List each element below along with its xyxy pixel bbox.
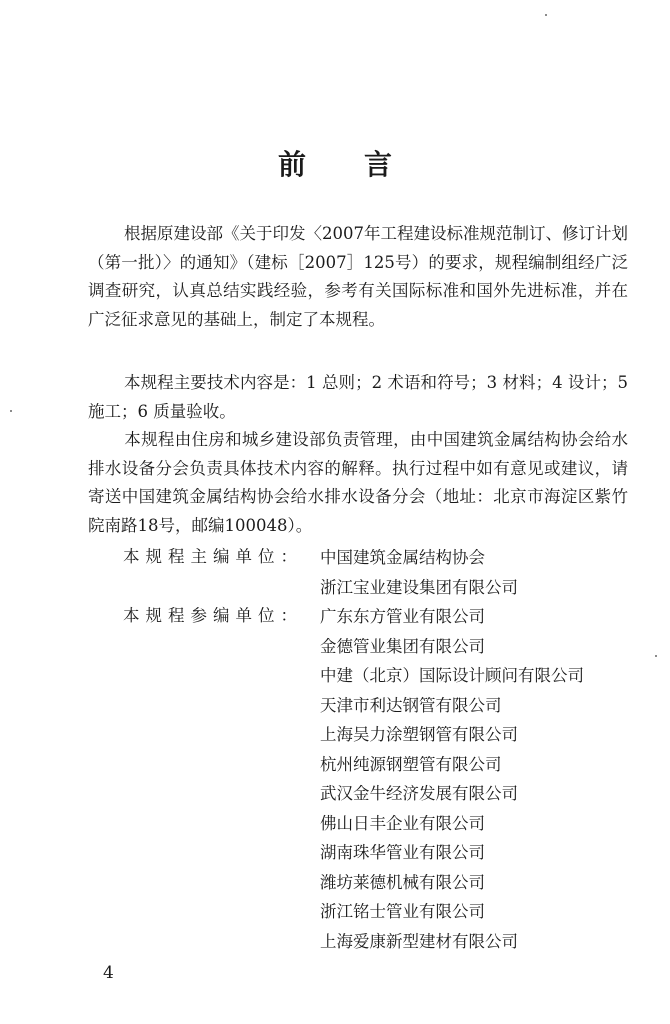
page-title <box>0 147 670 183</box>
participating-unit-item: 上海吴力涂塑钢管有限公司 <box>320 725 518 744</box>
preface-paragraph-1-text: 根据原建设部《关于印发〈2007年工程建设标准规范制订、修订计划（第一批）〉的通知》（建标［2007］125号）的要求，规程编制组经广泛调查研究，认真总结实践经验，参考有关国际标准和国外先进标准，并在广泛征求意见的基础上，制定了本规程。 <box>88 224 628 329</box>
participating-unit-item: 天津市利达钢管有限公司 <box>320 695 502 715</box>
chief-unit-item: 中国建筑金属结构协会 <box>320 548 485 567</box>
page-number: 4 <box>103 963 114 983</box>
participating-units-list <box>320 602 584 956</box>
participating-unit-item: 潍坊莱德机械有限公司 <box>320 872 485 892</box>
title-char-2: 言 <box>364 148 393 181</box>
participating-unit-item: 浙江铭士管业有限公司 <box>320 902 485 921</box>
chief-units-label: 本规程主编单位： <box>123 547 303 566</box>
participating-unit-item: 中建（北京）国际设计顾问有限公司 <box>320 666 584 685</box>
participating-unit-item: 湖南珠华管业有限公司 <box>320 843 485 862</box>
preface-paragraph-1 <box>88 220 628 334</box>
participating-unit-item: 武汉金牛经济发展有限公司 <box>320 784 518 803</box>
participating-unit-item: 佛山日丰企业有限公司 <box>320 813 485 833</box>
chief-unit-item: 浙江宝业建设集团有限公司 <box>320 577 518 597</box>
scan-speck <box>545 14 547 16</box>
scan-speck <box>10 410 12 412</box>
chief-units-list <box>320 543 518 602</box>
participating-unit-item: 上海爱康新型建材有限公司 <box>320 931 518 951</box>
participating-unit-item: 金德管业集团有限公司 <box>320 636 485 656</box>
participating-unit-item: 杭州纯源钢塑管有限公司 <box>320 754 502 774</box>
participating-units-label: 本规程参编单位： <box>123 606 303 625</box>
participating-unit-item: 广东东方管业有限公司 <box>320 607 485 626</box>
title-char-1: 前 <box>277 148 306 181</box>
scan-speck <box>655 655 657 657</box>
preface-paragraph-3-text: 本规程由住房和城乡建设部负责管理，由中国建筑金属结构协会给水排水设备分会负责具体技术内容的解释。执行过程中如有意见或建议，请寄送中国建筑金属结构协会给水排水设备分会（地址：北京市海淀区紫竹院南路18号，邮编100048）。 <box>88 430 628 535</box>
preface-paragraph-3 <box>88 426 628 540</box>
preface-paragraph-2-text: 本规程主要技术内容是：1 总则；2 术语和符号；3 材料；4 设计；5 施工；6 质量验收。 <box>88 373 628 421</box>
preface-paragraph-2 <box>88 369 628 426</box>
